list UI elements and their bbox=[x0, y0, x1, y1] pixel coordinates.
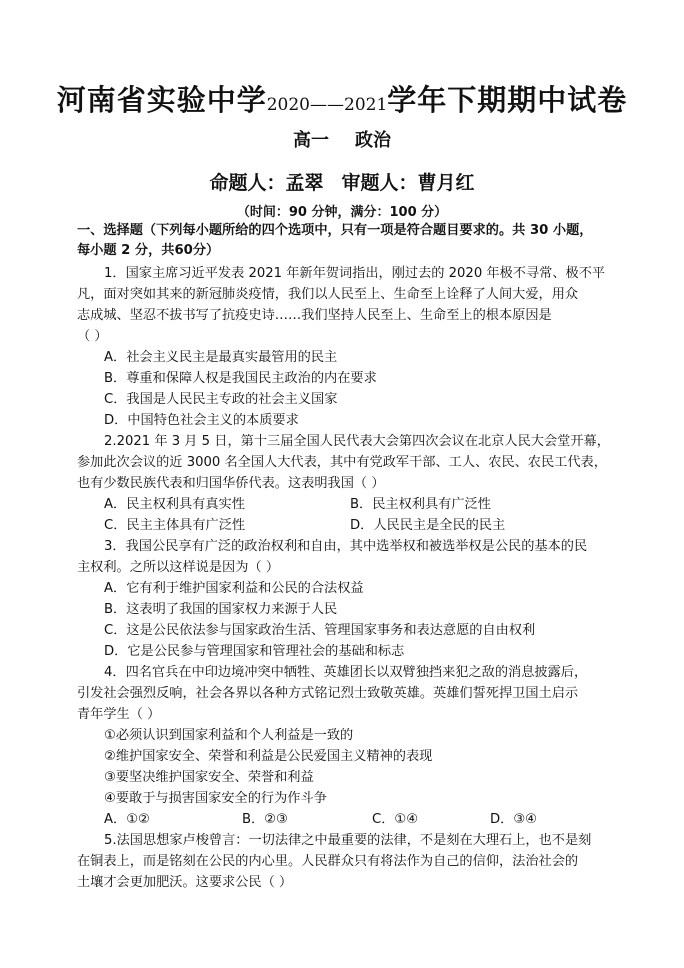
section-heading: 一、选择题（下列每小题所给的四个选项中，只有一项是符合题目要求的。共 30 小题， bbox=[77, 223, 593, 238]
reviewer-label: 审题人：曹月红 bbox=[341, 172, 475, 194]
q5-stem-line: 土壤才会更加肥沃。这要求公民（ ） bbox=[77, 875, 293, 890]
q3-stem-line: 主权利。之所以这样说是因为（ ） bbox=[77, 560, 280, 575]
q2-option-a: A．民主权利具有真实性 bbox=[104, 497, 245, 512]
q4-statement-2: ②维护国家安全、荣誉和利益是公民爱国主义精神的表现 bbox=[104, 749, 433, 764]
q1-answer-blank: （ ） bbox=[77, 329, 108, 344]
exam-title bbox=[0, 78, 684, 119]
q2-option-c: C．民主主体具有广泛性 bbox=[104, 518, 246, 533]
q4-statement-4: ④要敢于与损害国家安全的行为作斗争 bbox=[104, 791, 327, 806]
time-info: （时间：90 分钟，满分：100 分） bbox=[236, 205, 448, 220]
title-years: 2020——2021 bbox=[266, 95, 388, 115]
grade-subject bbox=[0, 126, 684, 152]
q5-stem-line: 在铜表上，而是铭刻在公民的内心里。人民群众只有将法作为自己的信仰，法治社会的 bbox=[77, 854, 579, 869]
q4-option-a: A．①② bbox=[104, 812, 150, 827]
q3-option-b: B．这表明了我国的国家权力来源于人民 bbox=[104, 602, 338, 617]
q4-option-d: D．③④ bbox=[490, 812, 537, 827]
section-heading-cont: 每小题 2 分，共60分） bbox=[77, 243, 220, 258]
q4-stem-line: 4．四名官兵在中印边境冲突中牺牲、英雄团长以双臂独挡来犯之敌的消息披露后， bbox=[104, 665, 588, 680]
q1-option-a: A．社会主义民主是最真实最管用的民主 bbox=[104, 350, 338, 365]
q4-option-c: C．①④ bbox=[372, 812, 419, 827]
title-term: 学年下期期中试卷 bbox=[387, 83, 628, 117]
q3-option-c: C．这是公民依法参与国家政治生活、管理国家事务和表达意愿的自由权利 bbox=[104, 623, 536, 638]
q4-stem-line: 青年学生（ ） bbox=[77, 707, 161, 722]
q2-option-d: D．人民民主是全民的民主 bbox=[350, 518, 506, 533]
q3-stem-line: 3．我国公民享有广泛的政治权利和自由，其中选举权和被选举权是公民的基本的民 bbox=[104, 539, 588, 554]
title-school: 河南省实验中学 bbox=[56, 83, 267, 117]
q1-option-d: D．中国特色社会主义的本质要求 bbox=[104, 413, 299, 428]
q1-option-b: B．尊重和保障人权是我国民主政治的内在要求 bbox=[104, 371, 377, 386]
subject-label: 政治 bbox=[355, 130, 391, 151]
q4-stem-line: 引发社会强烈反响，社会各界以各种方式铭记烈士致敬英雄。英雄们誓死捍卫国土启示 bbox=[77, 686, 579, 701]
q5-stem-line: 5.法国思想家卢梭曾言：一切法律之中最重要的法律，不是刻在大理石上，也不是刻 bbox=[104, 833, 592, 848]
q2-stem-line: 也有少数民族代表和归国华侨代表。这表明我国（ ） bbox=[77, 476, 385, 491]
author-line bbox=[0, 168, 684, 195]
q2-stem-line: 2.2021 年 3 月 5 日，第十三届全国人民代表大会第四次会议在北京人民大会堂开幕， bbox=[104, 434, 610, 449]
q4-statement-3: ③要坚决维护国家安全、荣誉和利益 bbox=[104, 770, 314, 785]
q1-stem-line: 志成城、坚忍不拔书写了抗疫史诗……我们坚持人民至上、生命至上的根本原因是 bbox=[77, 308, 552, 323]
q2-stem-line: 参加此次会议的近 3000 名全国人大代表，其中有党政军干部、工人、农民、农民工代表， bbox=[77, 455, 607, 470]
q3-option-a: A．它有利于维护国家利益和公民的合法权益 bbox=[104, 581, 364, 596]
q1-stem-line: 1．国家主席习近平发表 2021 年新年贺词指出，刚过去的 2020 年极不寻常、极不平 bbox=[104, 266, 606, 281]
q4-option-b: B．②③ bbox=[242, 812, 288, 827]
q1-option-c: C．我国是人民民主专政的社会主义国家 bbox=[104, 392, 338, 407]
grade-label: 高一 bbox=[293, 130, 329, 151]
q3-option-d: D．它是公民参与管理国家和管理社会的基础和标志 bbox=[104, 644, 405, 659]
author-label: 命题人：孟翠 bbox=[209, 172, 324, 194]
q1-stem-line: 凡，面对突如其来的新冠肺炎疫情，我们以人民至上、生命至上诠释了人间大爱，用众 bbox=[77, 287, 579, 302]
q4-statement-1: ①必须认识到国家利益和个人利益是一致的 bbox=[104, 728, 354, 743]
q2-option-b: B．民主权利具有广泛性 bbox=[350, 497, 491, 512]
